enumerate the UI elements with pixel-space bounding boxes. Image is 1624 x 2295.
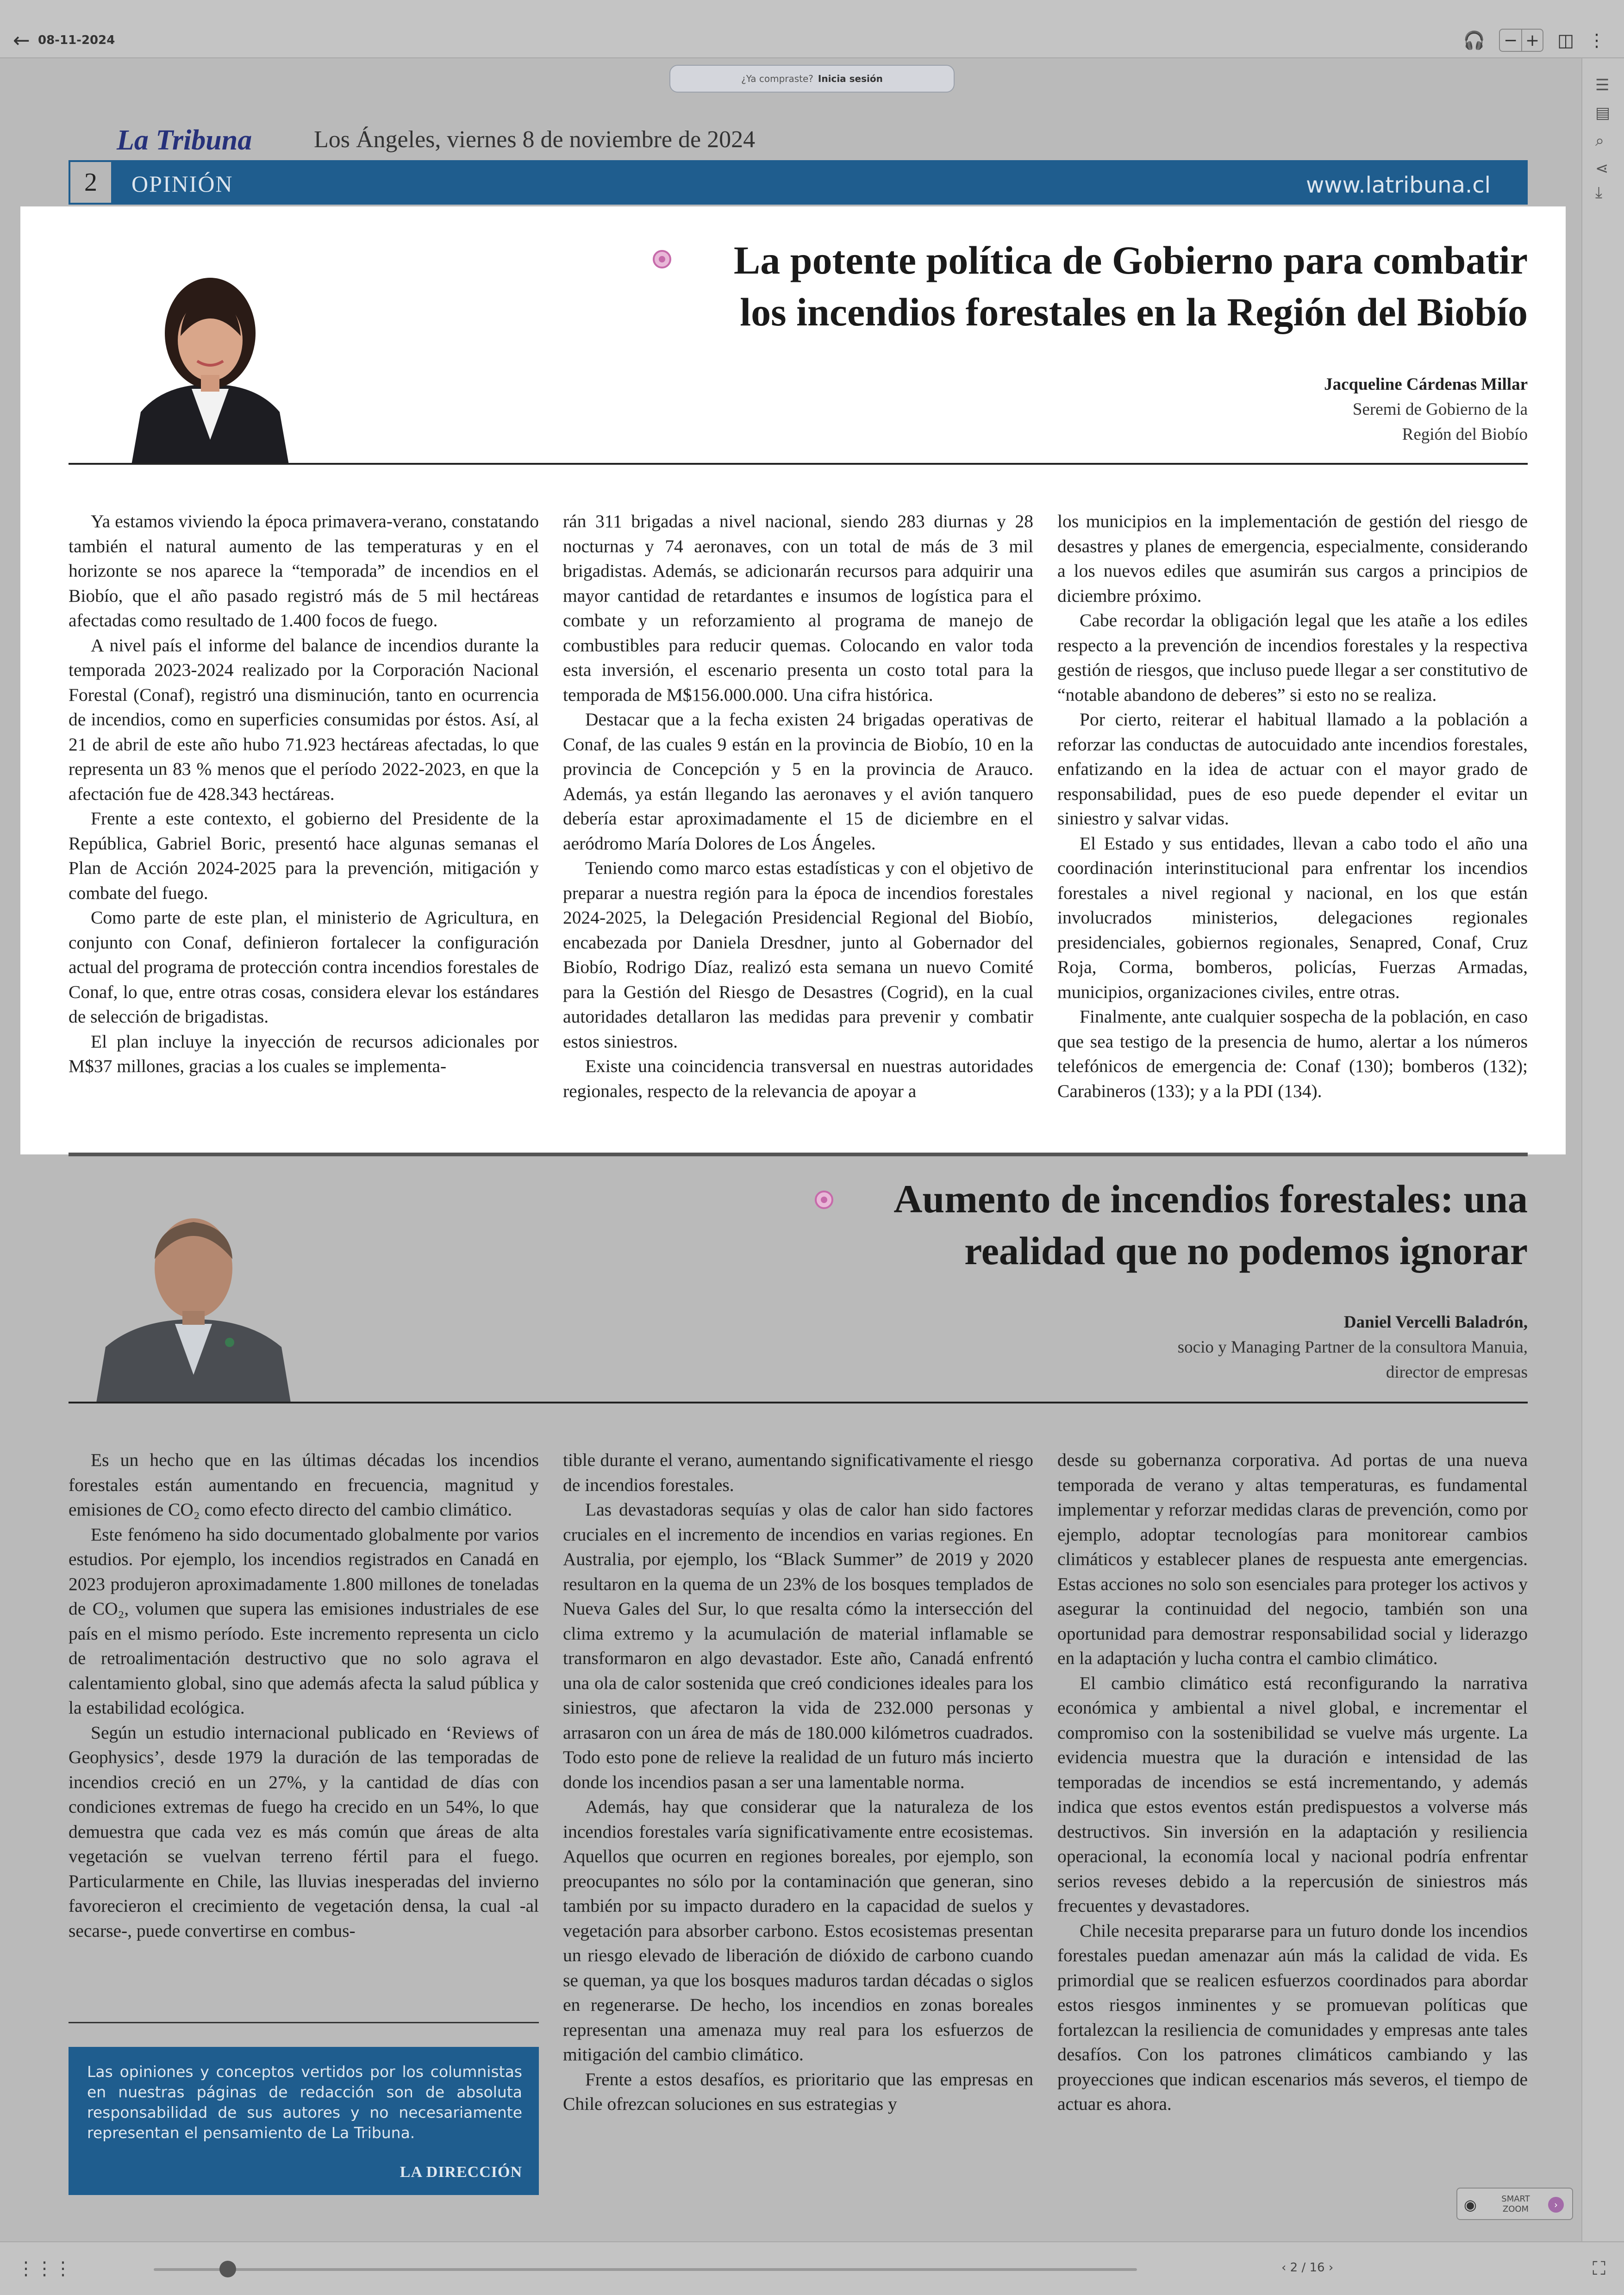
article1-column-2 [563,509,1033,1104]
headphones-icon[interactable]: 🎧 [1463,30,1486,50]
right-sidebar [1581,58,1624,2241]
article1-divider [69,463,1528,465]
list-view-icon[interactable]: ☰ [1595,76,1610,94]
prev-page-button[interactable]: ‹ [1281,2261,1287,2275]
pager [1281,2261,1333,2275]
article1-column-3 [1057,509,1528,1104]
article2-paragraph: Chile necesita prepararse para un futuro donde los incendios forestales puedan amenazar aún más la calidad de vida. Es primordial que se realicen esfuerzos coordinados para abordar estos riesgos inminentes y se promuevan políticas que fortalezcan la resiliencia de comunidades y empresas ante tales desafíos. Con los patrones climáticos cambiando y las proyecciones que indican escenarios más severos, el tiempo de actuar es ahora. [1057,1920,1528,2114]
layout-toggle-icon[interactable]: ◫ [1557,30,1574,50]
article2-author-role-2: director de empresas [1386,1363,1528,1382]
next-page-button[interactable]: › [1328,2261,1334,2275]
article2-byline [972,1310,1528,1385]
article2-paragraph: Es un hecho que en las últimas décadas los incendios forestales están aumentando en frecuencia, magnitud y emisiones de CO₂ como efecto directo del cambio climático. [69,1450,539,1520]
article1-paragraph: rán 311 brigadas a nivel nacional, siendo 283 diurnas y 28 nocturnas y 74 aeronaves, con un total de más de 3 mil brigadistas. Además, se adicionarán recursos para adquirir una mayor cantidad de retardantes e insumos de logística para el combate y un reforzamiento al programa de manejo de combustibles para reducir quemas. Colocando en valor toda esta inversión, el escenario presenta un costo total para la temporada de M$156.000.000. Una cifra histórica. [563,511,1033,705]
page-indicator: 2 / 16 [1290,2261,1325,2275]
share-icon[interactable]: ⋖ [1595,159,1609,178]
article1-author-role-1: Seremi de Gobierno de la [1352,400,1528,419]
more-options-icon[interactable]: ⋮ [1588,30,1605,50]
zoom-controls [1499,29,1543,52]
article1-paragraph: los municipios en la implementación de gestión del riesgo de desastres y planes de emergencia, especialmente, considerando a los nuevos ediles que asumirán sus cargos a principios de diciembre próximo. [1057,511,1528,606]
article2-author-name: Daniel Vercelli Baladrón, [1343,1313,1528,1332]
viewer-toolbar [0,0,1624,58]
grid-view-icon[interactable]: ⋮⋮⋮ [17,2258,72,2279]
article1-paragraph: Frente a este contexto, el gobierno del Presidente de la República, Gabriel Boric, presentó hace algunas semanas el Plan de Acción 2024-2025 para la prevención, mitigación y combate del fuego. [69,808,539,903]
info-badge-icon: › [1548,2197,1564,2213]
article2-paragraph: Frente a estos desafíos, es prioritario que las empresas en Chile ofrezcan soluciones en sus estrategias y [563,2069,1033,2114]
download-icon[interactable]: ⤓ [1595,183,1603,202]
article2-headline-line1: Aumento de incendios forestales: una [893,1177,1528,1221]
document-icon[interactable]: ▤ [1595,104,1611,122]
article1-paragraph: Finalmente, ante cualquier sospecha de la población, en caso que sea testigo de la presencia de humo, alertar a los números telefónicos de emergencia de: Conaf (130); bomberos (132); Carabineros (133); y a la PDI (134). [1057,1006,1528,1101]
author-photo-cardenas [113,245,307,465]
login-prompt[interactable] [669,65,955,93]
article1-paragraph: Destacar que a la fecha existen 24 brigadas operativas de Conaf, de las cuales 9 están en la provincia de Biobío, 10 en la provincia de Concepción y 5 en la provincia de Arauco. Además, ya están llegando las aeronaves y el avión tanquero debería estar aproximadamente el 15 de diciembre en el aeródromo María Dolores de Los Ángeles. [563,709,1033,854]
login-link[interactable]: Inicia sesión [818,73,883,84]
disclaimer-text: Las opiniones y conceptos vertidos por los columnistas en nuestras páginas de redacción son de absoluta responsabilidad de sus autores y no necesariamente representan el pensamiento de La Tribuna. [87,2063,522,2142]
page-number: 2 [69,160,113,205]
page-slider-thumb[interactable] [219,2261,236,2277]
article2-paragraph: Además, hay que considerar que la naturaleza de los incendios forestales varía significativamente entre ecosistemas. Aquellos que ocurren en regiones boreales, por ejemplo, son preocupantes no sólo por la contaminación que generan, sino también por su impacto duradero en la capacidad de suelos y vegetación para absorber carbono. Estos ecosistemas presentan un riesgo elevado de liberación de dióxido de carbono cuando se queman, ya que los bosques maduros tardan décadas o siglos en regenerarse. De hecho, los incendios en zonas boreales representan una amenaza muy real para los esfuerzos de mitigación del cambio climático. [563,1796,1033,2064]
article1-paragraph: Cabe recordar la obligación legal que les atañe a los ediles respecto a la prevención de incendios forestales y la respectiva gestión de riesgos, que incluso puede llegar a ser constitutivo de “notable abandono de deberes” si esto no se realiza. [1057,610,1528,705]
author-photo-vercelli [87,1190,300,1403]
article1-byline [1065,372,1528,447]
section-bar [69,160,1528,205]
smart-zoom-button[interactable] [1456,2188,1573,2220]
article2-column-2 [563,1448,1033,2117]
disclaimer-divider [69,2022,539,2023]
article1-paragraph: El plan incluye la inyección de recursos adicionales por M$37 millones, gracias a los cuales se implementa- [69,1031,539,1076]
article1-author-name: Jacqueline Cárdenas Millar [1324,375,1528,394]
fullscreen-icon[interactable]: ⛶ [1593,2258,1605,2279]
article1-author-role-2: Región del Biobío [1402,425,1528,444]
disclaimer-signature: LA DIRECCIÓN [400,2164,522,2181]
article2-column-3 [1057,1448,1528,2117]
edition-date: 08-11-2024 [38,33,115,47]
article2-headline [639,1173,1528,1277]
section-divider [69,1153,1528,1156]
article1-column-1 [69,509,539,1079]
article1-headline-line1: La potente política de Gobierno para combatir [733,238,1528,282]
article2-headline-line2: realidad que no podemos ignorar [964,1229,1528,1273]
article1-paragraph: El Estado y sus entidades, llevan a cabo todo el año una coordinación interinstitucional para enfrentar los incendios forestales a nivel regional y nacional, en los que están involucrados ministerios, delegaciones regionales presidenciales, gobiernos regionales, Senapred, Conaf, Cruz Roja, Corma, bomberos, policías, Fuerzas Armadas, municipios, organizaciones civiles, entre otras. [1057,833,1528,1002]
page-slider-track[interactable] [154,2268,1137,2271]
eye-icon: ◉ [1464,2196,1477,2214]
article1-paragraph: Como parte de este plan, el ministerio de Agricultura, en conjunto con Conaf, definieron fortalecer la configuración actual del programa de protección contra incendios forestales de Conaf, lo que, entre otras cosas, considera elevar los estándares de selección de brigadistas. [69,907,539,1027]
viewer-bottom-bar [0,2241,1624,2295]
article2-divider [69,1402,1528,1403]
article2-paragraph: tible durante el verano, aumentando significativamente el riesgo de incendios forestales. [563,1450,1033,1495]
article1-headline [639,234,1528,338]
article2-paragraph: Según un estudio internacional publicado en ‘Reviews of Geophysics’, desde 1979 la duración de las temporadas de incendios creció en un 27%, y la cantidad de días con condiciones extremas de fuego ha crecido en un 54%, lo que demuestra que cada vez es más común que áreas de alta vegetación se vuelvan terreno fértil para el fuego. Particularmente en Chile, las lluvias inesperadas del invierno favorecieron el crecimiento de vegetación densa, la cual -al secarse-, puede convertirse en combus- [69,1722,539,1941]
viewer-tools [1463,29,1605,52]
article2-paragraph: Este fenómeno ha sido documentado globalmente por varios estudios. Por ejemplo, los incendios registrados en Canadá en 2023 produjeron aproximadamente 1.800 millones de toneladas de CO₂, volumen que supera las emisiones industriales de ese país en el mismo período. Este incremento representa un ciclo de retroalimentación destructivo que no solo agrava el calentamiento global, sino que además afecta la salud pública y la estabilidad ecológica. [69,1524,539,1718]
website-link: www.latribuna.cl [1306,172,1491,198]
article2-author-role-1: socio y Managing Partner de la consultora Manuia, [1177,1338,1528,1357]
article1-paragraph: Ya estamos viviendo la época primavera-verano, constatando también el natural aumento de las temperaturas y en el horizonte se nos aparece la “temporada” de incendios en el Biobío, que el año pasado registró más de 5 mil hectáreas afectadas como resultado de 1.400 focos de fuego. [69,511,539,630]
zoom-in-button[interactable]: + [1521,30,1543,51]
smart-zoom-label: SMART ZOOM [1501,2194,1530,2214]
article1-headline-line2: los incendios forestales en la Región del Biobío [740,290,1528,334]
article2-paragraph: desde su gobernanza corporativa. Ad portas de una nueva temporada de verano y altas temperaturas, es fundamental implementar y reforzar medidas claras de prevención, como por ejemplo, adoptar tecnologías para monitorear cambios climáticos y establecer planes de respuesta ante emergencias. Estas acciones no solo son esenciales para proteger los activos y asegurar la continuidad del negocio, también son una oportunidad para demostrar responsabilidad social y liderazgo en la adaptación y lucha contra el cambio climático. [1057,1450,1528,1668]
article1-paragraph: Teniendo como marco estas estadísticas y con el objetivo de preparar a nuestra región para la época de incendios forestales 2024-2025, la Delegación Presidencial Regional del Biobío, encabezada por Daniela Dresdner, junto al Gobernador del Biobío, Rodrigo Díaz, realizó esta semana un nuevo Comité para la Gestión del Riesgo de Desastres (Cogrid), en la cual autoridades detallaron las medidas para prevenir y combatir estos siniestros. [563,858,1033,1052]
editorial-disclaimer [69,2047,539,2195]
article1-paragraph: A nivel país el informe del balance de incendios durante la temporada 2023-2024 realizado por la Corporación Nacional Forestal (Conaf), registró una disminución, tanto en ocurrencia de incendios, como en superficies consumidas por éstos. Así, al 21 de abril de este año hubo 71.923 hectáreas afectadas, lo que representa un 83 % menos que el período 2022-2023, en que la afectación fue de 428.343 hectáreas. [69,635,539,804]
article2-column-1 [69,1448,539,1943]
article1-paragraph: Por cierto, reiterar el habitual llamado a la población a reforzar las conductas de autocuidado ante incendios forestales, enfatizando en la idea de actuar con el mayor grado de responsabilidad, pues de eso puede depender el evitar un siniestro y salvar vidas. [1057,709,1528,829]
article2-paragraph: El cambio climático está reconfigurando la narrativa económica y ambiental a nivel global, e incrementar el compromiso con la sostenibilidad se vuelve más urgente. La evidencia muestra que la duración e intensidad de las temporadas de incendios se está incrementando, y además indica que estos eventos están predispuestos a volverse más destructivos. Sin inversión en la adaptación y resiliencia operacional, la economía local y nacional podría enfrentar serios reveses debido a la repercusión de siniestros más frecuentes y devastadores. [1057,1672,1528,1916]
zoom-out-button[interactable]: − [1504,31,1518,50]
newspaper-logo: La Tribuna [117,125,252,156]
article2-paragraph: Las devastadoras sequías y olas de calor han sido factores cruciales en el incremento de incendios en varias regiones. En Australia, por ejemplo, los “Black Summer” de 2019 y 2020 resultaron en la quema de un 23% de los bosques templados de Nueva Gales del Sur, lo que resalta cómo la intersección del clima extremo y la acumulación de material inflamable se transformaron en algo devastador. Este año, Canadá enfrentó una ola de calor sostenida que creó condiciones ideales para los siniestros, que afectaron la vida de 232.000 personas y arrasaron con un área de más de 180.000 kilómetros cuadrados. Todo esto pone de relieve la realidad de un futuro más incierto donde los incendios pasan a ser una lamentable norma. [563,1499,1033,1792]
back-arrow-icon[interactable]: ← [13,29,30,52]
masthead-date: Los Ángeles, viernes 8 de noviembre de 2024 [314,126,756,153]
search-icon[interactable]: ⌕ [1595,131,1605,150]
login-question: ¿Ya compraste? [741,73,813,84]
section-title: OPINIÓN [131,171,233,197]
article1-paragraph: Existe una coincidencia transversal en nuestras autoridades regionales, respecto de la relevancia de apoyar a [563,1056,1033,1101]
